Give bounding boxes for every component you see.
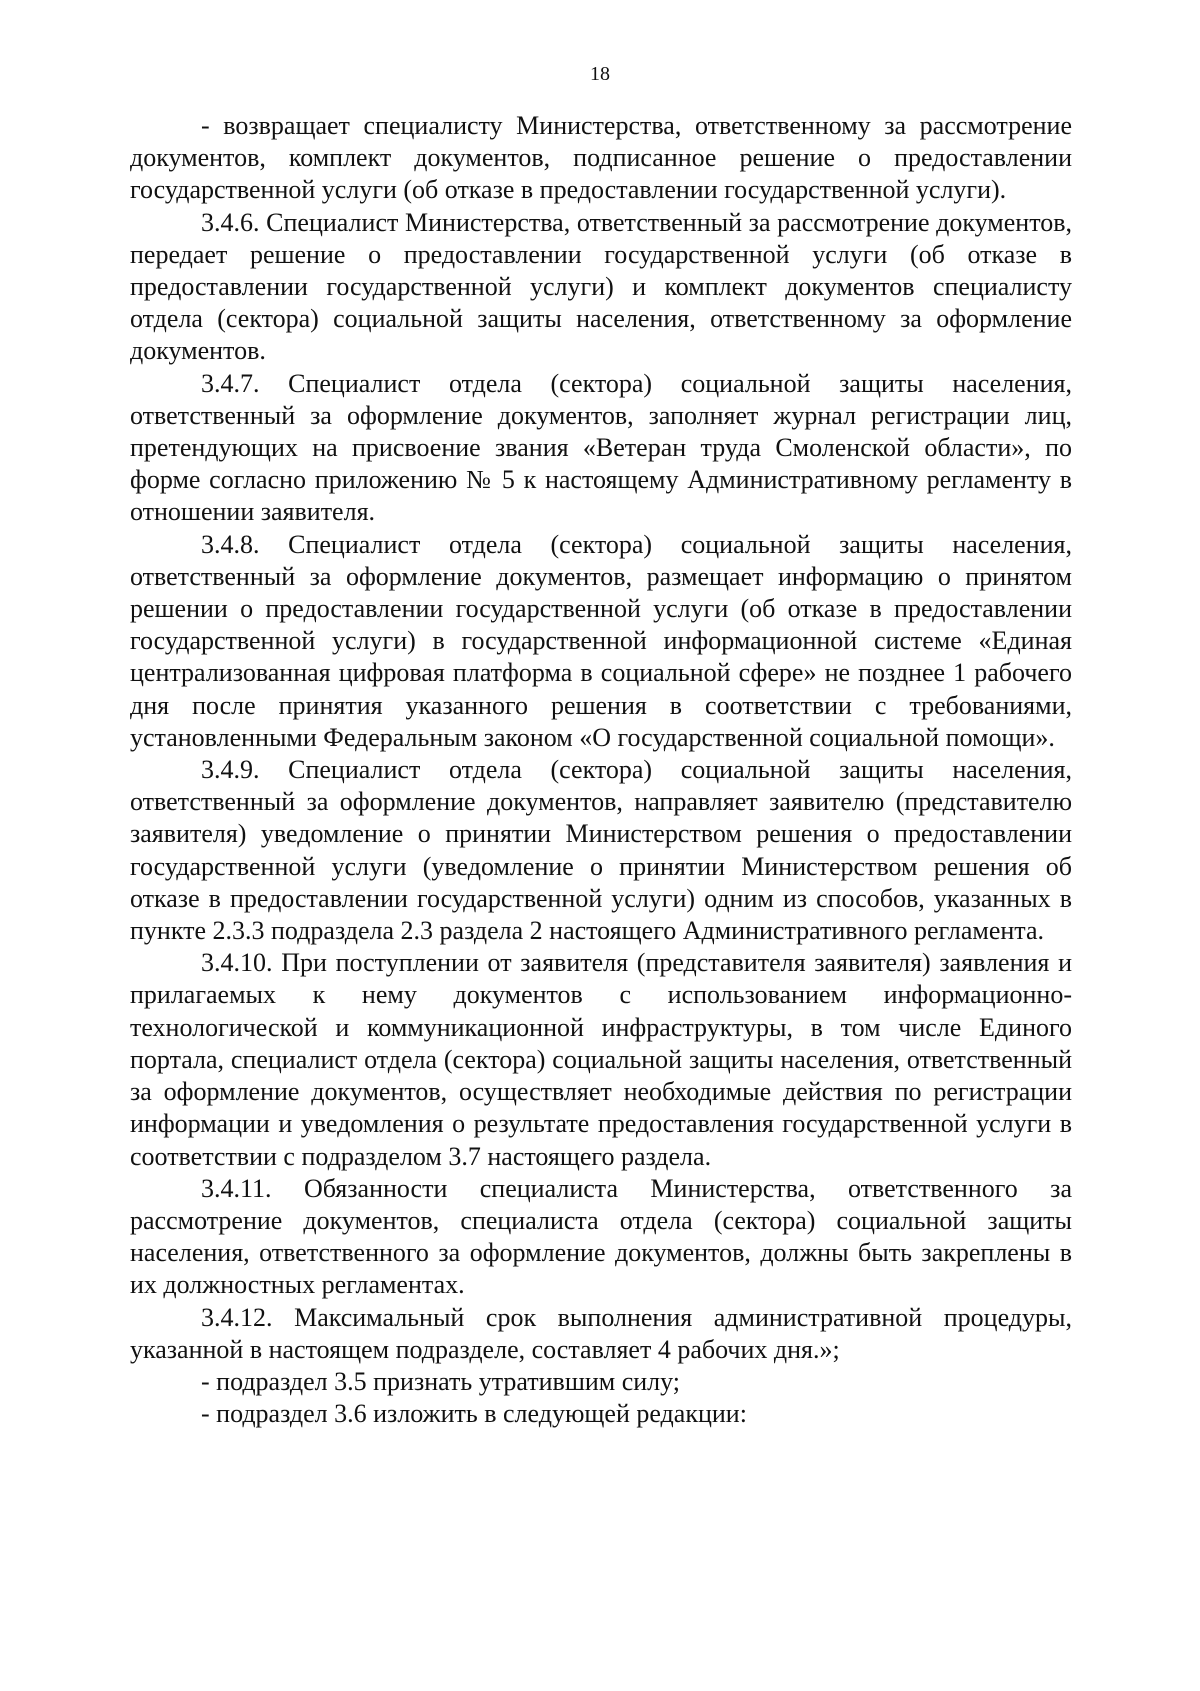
paragraph-subsection-3-6: - подраздел 3.6 изложить в следующей редакции:	[201, 1399, 747, 1429]
paragraph-3-4-12: 3.4.12. Максимальный срок выполнения административной процедуры, указанной в настоящем подразделе, составляет 4 рабочих дня.»;	[130, 1302, 1072, 1364]
document-body	[130, 110, 1072, 1430]
paragraph-3-4-6: 3.4.6. Специалист Министерства, ответственный за рассмотрение документов, передает решение о предоставлении государственной услуги (об отказе в предоставлении государственной услуги) и комплект документов специалисту отдела (сектора) социальной защиты населения, ответственному за оформление документов.	[130, 207, 1072, 366]
paragraph-3-4-7: 3.4.7. Специалист отдела (сектора) социальной защиты населения, ответственный за оформление документов, заполняет журнал регистрации лиц, претендующих на присвоение звания «Ветеран труда Смоленской области», по форме согласно приложению № 5 к настоящему Административному регламенту в отношении заявителя.	[130, 368, 1072, 527]
paragraph-3-4-8: 3.4.8. Специалист отдела (сектора) социальной защиты населения, ответственный за оформление документов, размещает информацию о принятом решении о предоставлении государственной услуги (об отказе в предоставлении государственной услуги) в государственной информационной системе «Единая централизованная цифровая платформа в социальной сфере» не позднее 1 рабочего дня после принятия указанного решения в соответствии с требованиями, установленными Федеральным законом «О государственной социальной помощи».	[130, 529, 1072, 752]
paragraph-3-4-9: 3.4.9. Специалист отдела (сектора) социальной защиты населения, ответственный за оформление документов, направляет заявителю (представителю заявителя) уведомление о принятии Министерством решения о предоставлении государственной услуги (уведомление о принятии Министерством решения об отказе в предоставлении государственной услуги) одним из способов, указанных в пункте 2.3.3 подраздела 2.3 раздела 2 настоящего Административного регламента.	[130, 755, 1072, 946]
paragraph-3-4-11: 3.4.11. Обязанности специалиста Министерства, ответственного за рассмотрение документов, специалиста отдела (сектора) социальной защиты населения, ответственного за оформление документов, должны быть закреплены в их должностных регламентах.	[130, 1173, 1072, 1300]
paragraph-subsection-3-5: - подраздел 3.5 признать утратившим силу;	[201, 1366, 681, 1396]
page-number: 18	[590, 63, 610, 85]
paragraph-3-4-10: 3.4.10. При поступлении от заявителя (представителя заявителя) заявления и прилагаемых к нему документов с использованием информационно-технологической и коммуникационной инфраструктуры, в том числе Единого портала, специалист отдела (сектора) социальной защиты населения, ответственный за оформление документов, осуществляет необходимые действия по регистрации информации и уведомления о результате предоставления государственной услуги в соответствии с подразделом 3.7 настоящего раздела.	[130, 948, 1072, 1171]
paragraph-returns-documents: - возвращает специалисту Министерства, ответственному за рассмотрение документов, комплект документов, подписанное решение о предоставлении государственной услуги (об отказе в предоставлении государственной услуги).	[130, 111, 1072, 205]
